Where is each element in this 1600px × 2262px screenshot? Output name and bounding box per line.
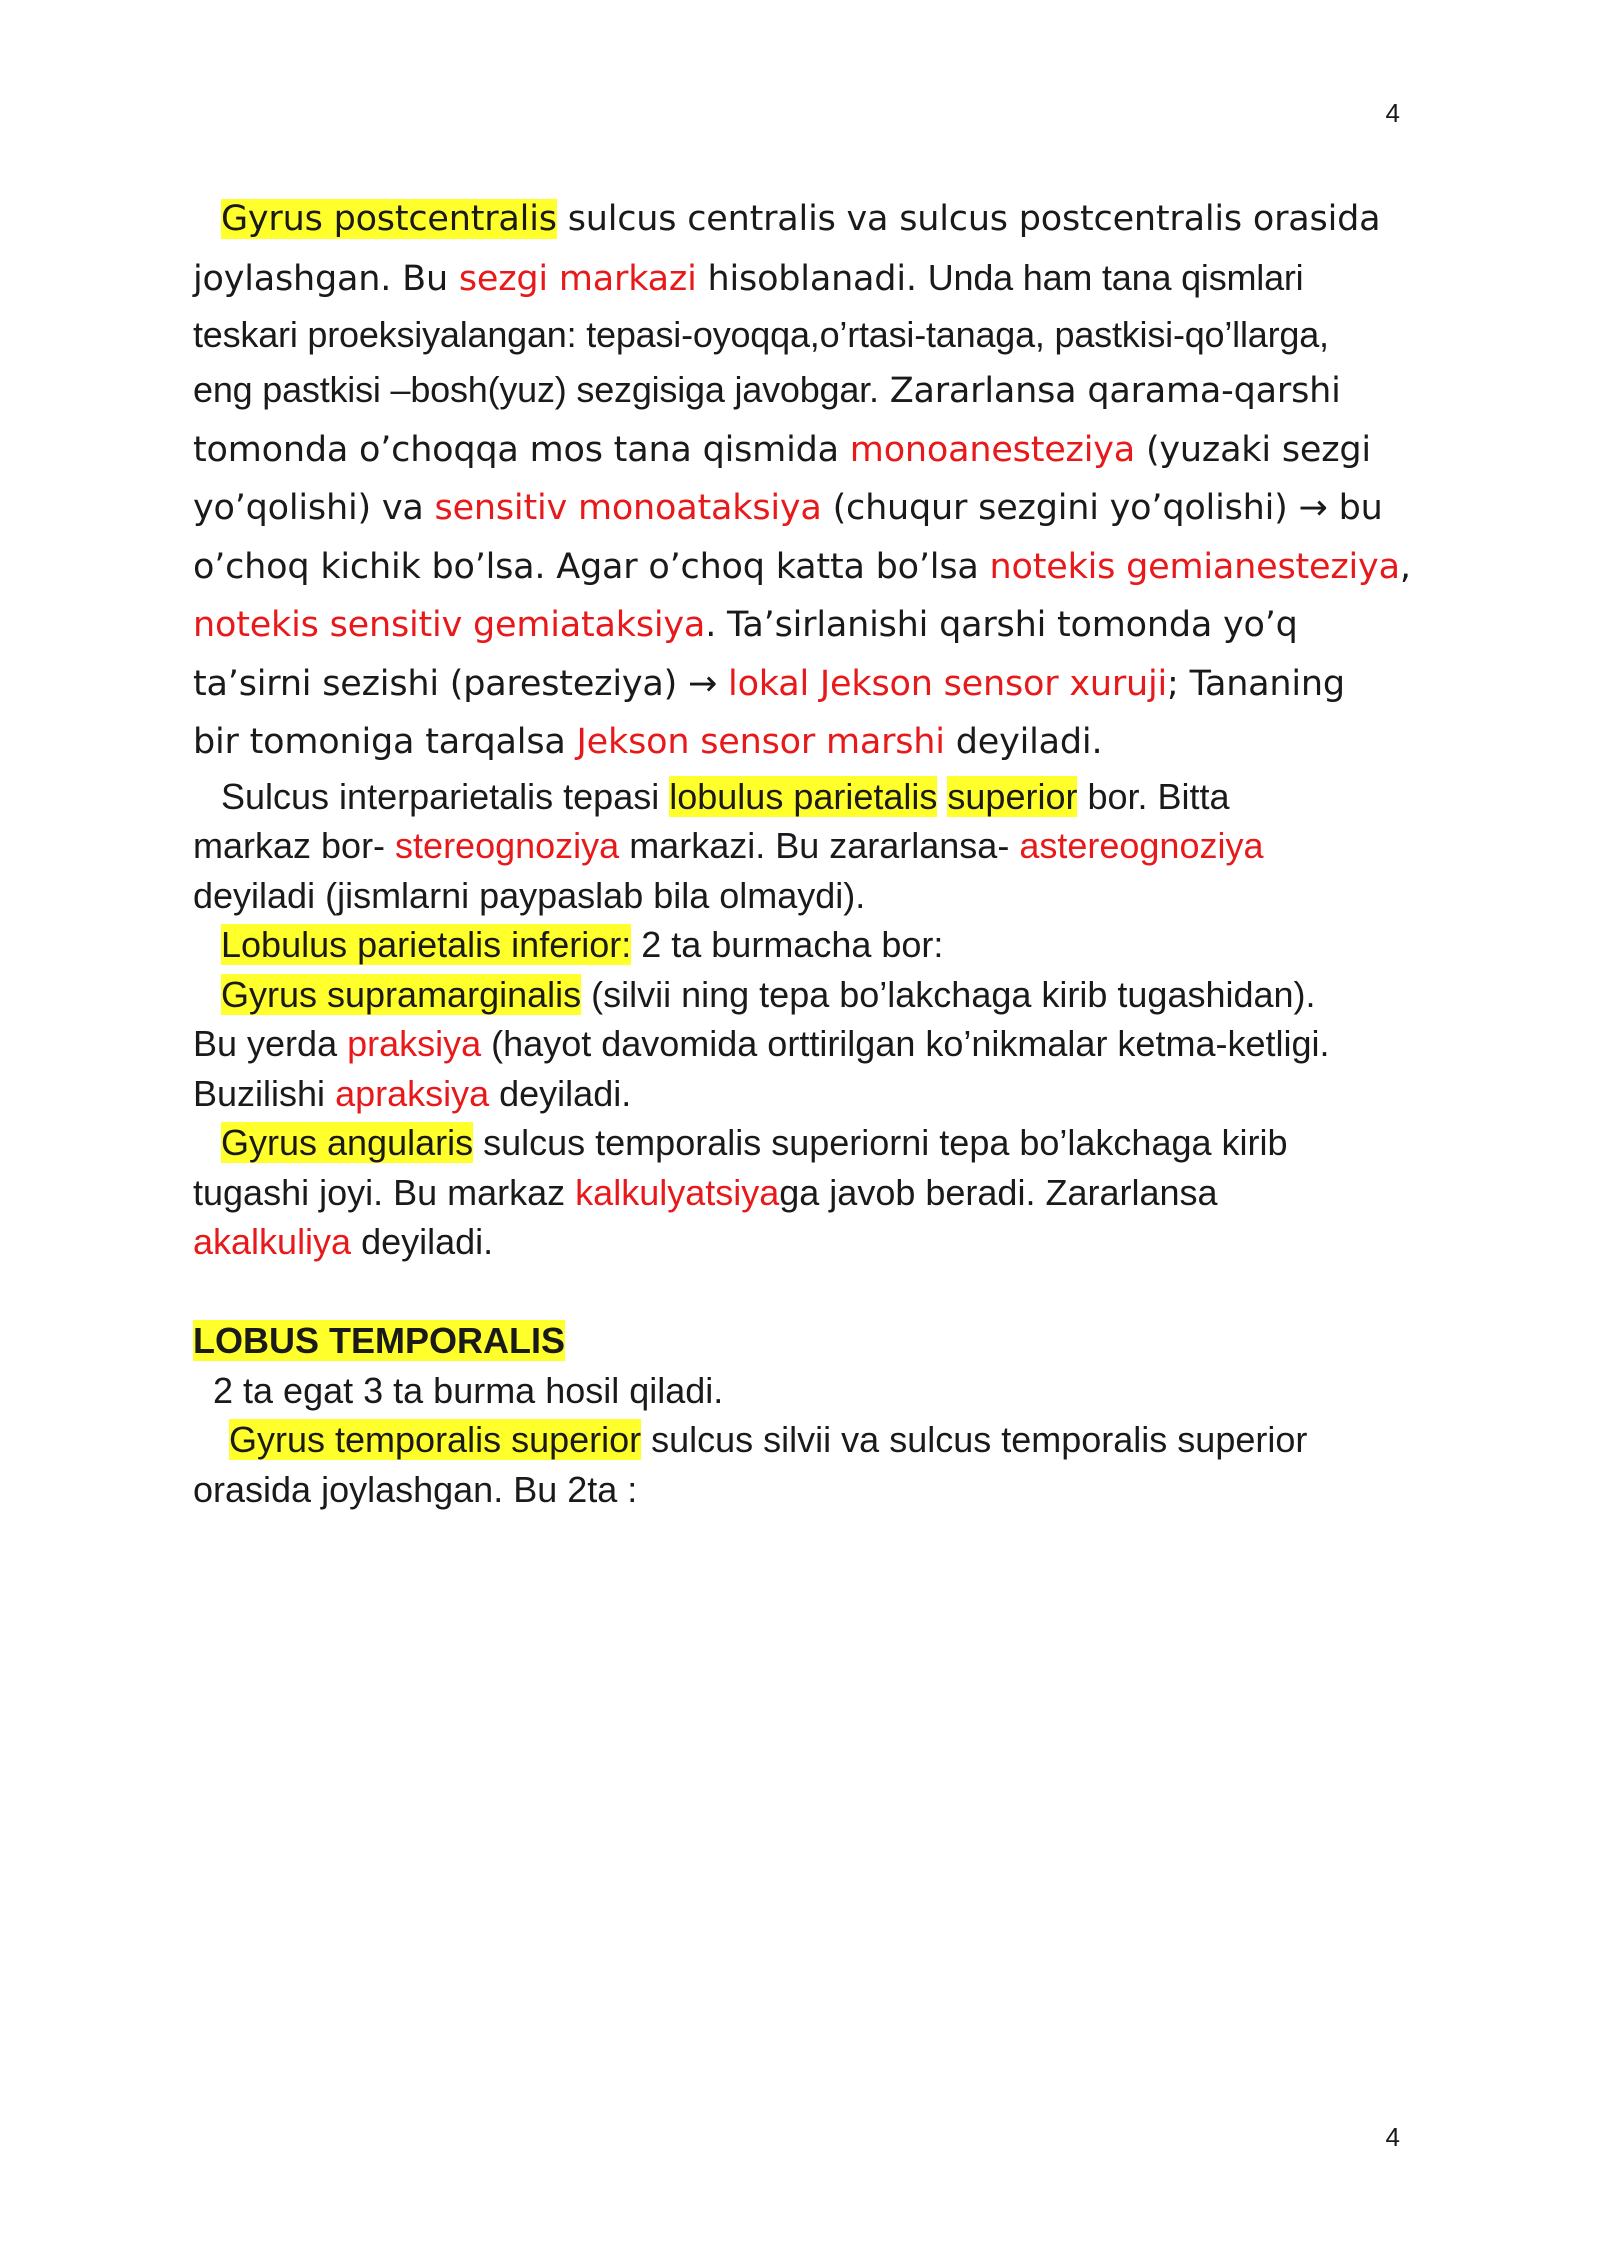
text-run: orasida joylashgan. Bu 2ta : [193,1468,638,1510]
text-run: tugashi joyi. Bu markaz [193,1171,576,1213]
text-run: sulcus centralis va sulcus postcentralis orasida [556,199,1381,239]
text-run: Zararlansa qarama-qarshi [878,371,1341,411]
text-run: teskari proeksiyalangan: tepasi-oyoqqa,o’rtasi-tanaga, pastkisi-qo’llarga, [193,314,1329,355]
paragraph-lobulus-parietalis-inferior [193,920,1413,970]
text-line [193,421,1413,480]
red-term: akalkuliya [193,1221,352,1262]
text-run: (silvii ning tepa bo’lakchaga kirib tugashidan). [581,973,1316,1015]
text-line [193,1366,1413,1416]
red-term: notekis gemianesteziya [989,546,1400,587]
red-term: monoanesteziya [849,429,1136,470]
paragraph-lobulus-parietalis-superior [193,772,1413,921]
page-number-bottom: 4 [1385,2122,1400,2152]
highlighted-term: superior [947,775,1078,817]
highlighted-term: Gyrus postcentralis [221,199,557,239]
text-run: Sulcus interparietalis tepasi [221,775,670,817]
text-run: Buzilishi [193,1072,336,1114]
highlighted-term: Lobulus parietalis inferior: [221,924,632,965]
text-run: sulcus temporalis superiorni tepa bo’lakchaga kirib [473,1122,1288,1163]
text-line [193,1168,1413,1218]
text-run: Bu yerda [193,1023,348,1064]
red-term: Jekson sensor marshi [576,722,945,762]
text-run: tomonda o’choqqa mos tana qismida [193,429,850,470]
paragraph-gyrus-supramarginalis [193,970,1413,1119]
text-run: markaz bor- [193,825,396,866]
paragraph-gyrus-temporalis-superior [193,1415,1413,1514]
text-run: 2 ta burmacha bor: [631,924,944,965]
red-term: sezgi markazi [458,258,697,299]
highlighted-term: Gyrus temporalis superior [229,1419,642,1460]
text-line [193,1069,1413,1119]
text-line [193,308,1413,361]
text-run: deyiladi. [351,1221,494,1262]
text-line [193,190,1413,249]
highlighted-term: lobulus parietalis [669,775,938,817]
text-line [193,596,1413,655]
text-run: Unda ham tana qismlari [927,256,1304,298]
text-line [193,1118,1413,1168]
text-line [193,713,1413,772]
highlighted-heading: LOBUS TEMPORALIS [193,1319,566,1361]
text-run: sulcus silvii va sulcus temporalis superior [641,1419,1308,1460]
section-heading [193,1316,1413,1366]
text-line [193,538,1413,597]
text-run: markazi. Bu zararlansa- [619,825,1020,866]
red-term: lokal Jekson sensor xuruji [728,663,1168,704]
text-line [193,1217,1413,1267]
text-run: joylashgan. Bu [193,258,459,299]
red-term: notekis sensitiv gemiataksiya [193,605,706,645]
text-run: , [1399,546,1411,587]
text-run: ga javob beradi. Zararlansa [779,1171,1218,1213]
document-body [193,190,1413,1514]
text-line [193,1465,1413,1515]
text-run: yo’qolishi) va [193,488,435,528]
text-run: deyiladi. [944,722,1103,762]
paragraph-gyrus-angularis [193,1118,1413,1267]
text-run: (chuqur sezgini yo’qolishi) → bu [821,488,1383,528]
highlighted-term: Gyrus angularis [221,1122,474,1163]
text-line [193,655,1413,714]
text-line [193,772,1413,822]
text-run: ta’sirni sezishi (paresteziya) → [193,663,729,704]
text-run: . Ta’sirlanishi qarshi tomonda yo’q [705,605,1298,645]
highlighted-term: Gyrus supramarginalis [221,973,582,1015]
text-run: hisoblanadi. [696,258,928,299]
text-run: (yuzaki sezgi [1135,429,1371,470]
text-line [193,970,1413,1020]
text-line [193,1019,1413,1069]
red-term: kalkulyatsiya [575,1171,780,1213]
text-line [193,920,1413,970]
text-line [193,871,1413,921]
red-term: praksiya [347,1023,482,1064]
paragraph-lobus-temporalis-intro [193,1366,1413,1416]
red-term: apraksiya [335,1072,490,1114]
text-line [193,361,1413,421]
text-run: 2 ta egat 3 ta burma hosil qiladi. [213,1369,724,1411]
red-term: sensitiv monoataksiya [434,488,822,528]
text-run: bor. Bitta [1077,775,1230,817]
text-run: deyiladi. [489,1072,632,1114]
text-line [193,249,1413,309]
paragraph-gyrus-postcentralis [193,190,1413,772]
text-run: (hayot davomida orttirilgan ko’nikmalar ketma-ketligi. [481,1023,1330,1064]
red-term: astereognoziya [1019,825,1264,866]
text-line [193,821,1413,871]
text-line [193,479,1413,538]
page-number-top: 4 [1385,98,1400,128]
text-run: bir tomoniga tarqalsa [193,722,577,762]
red-term: stereognoziya [395,825,620,866]
text-run: o’choq kichik bo’lsa. Agar o’choq katta bo’lsa [193,546,990,587]
text-run: deyiladi (jismlarni paypaslab bila olmaydi). [193,874,866,916]
text-run: ; Tananing [1167,663,1345,704]
text-line [193,1415,1413,1465]
text-run: eng pastkisi –bosh(yuz) sezgisiga javobgar. [193,369,879,410]
